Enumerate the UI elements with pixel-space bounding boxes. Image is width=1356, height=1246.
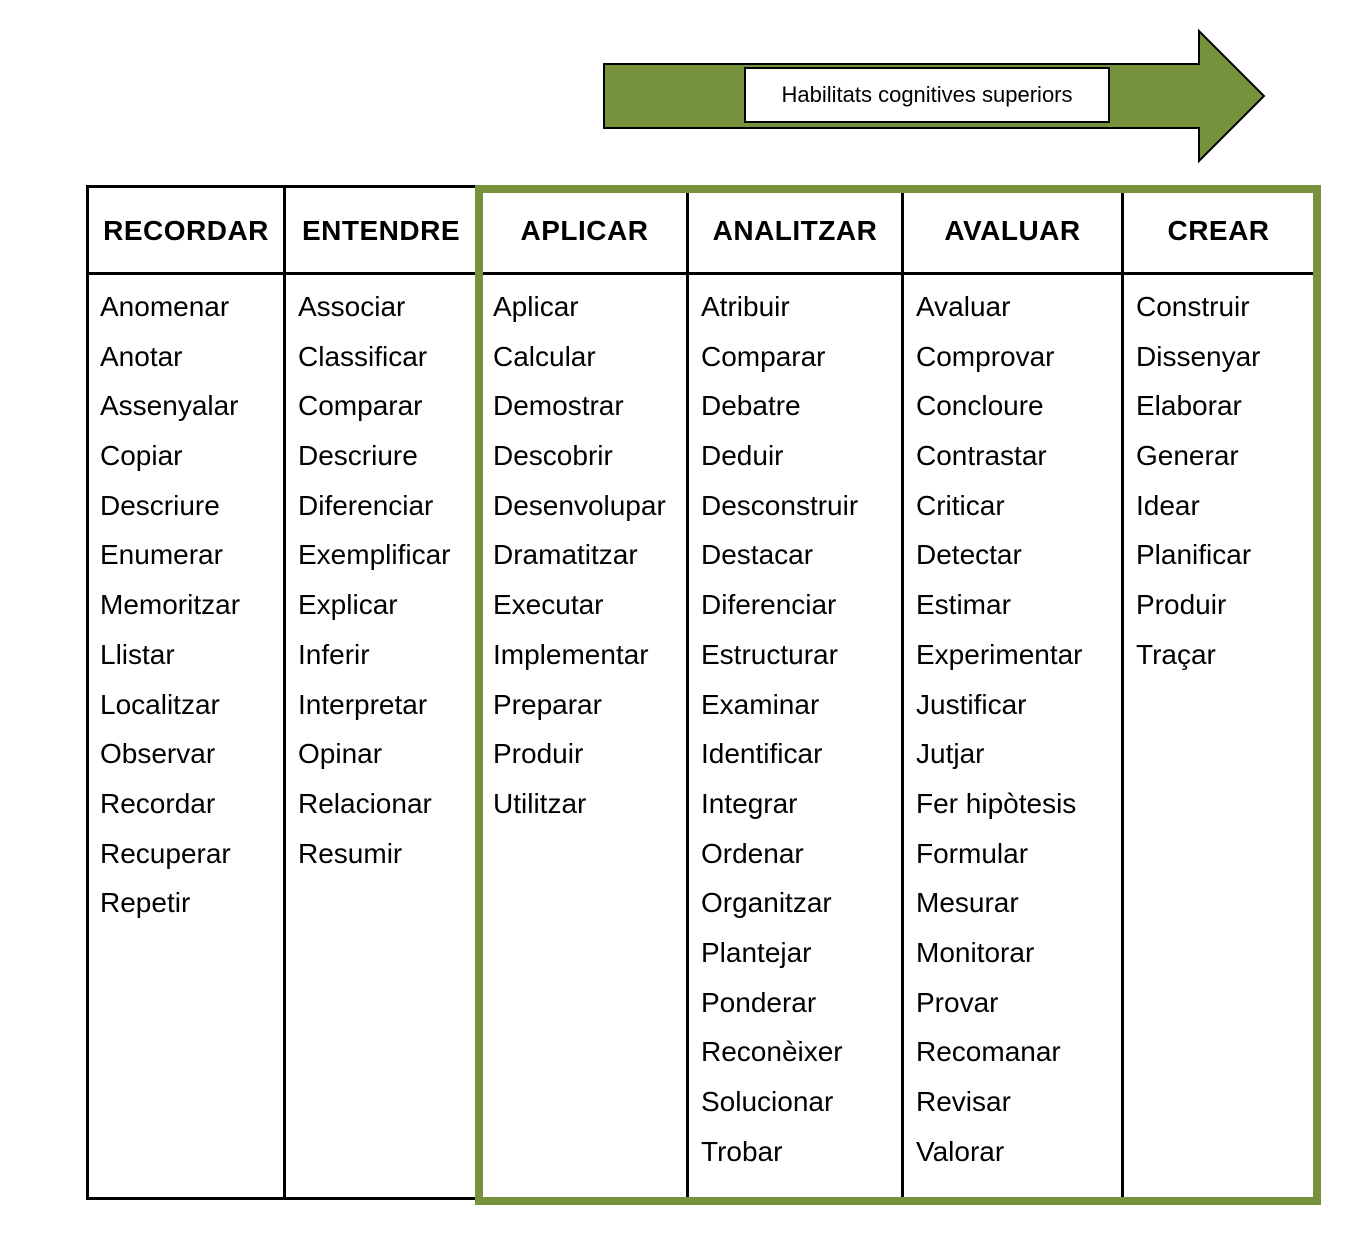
verb-item: Identificar — [701, 738, 823, 770]
verb-item: Destacar — [701, 539, 814, 571]
verb-item: Ponderar — [701, 986, 817, 1018]
verb-item: Descobrir — [493, 440, 613, 472]
verb-item: Comparar — [298, 390, 423, 422]
verb-item: Executar — [493, 589, 604, 621]
verb-item: Demostrar — [493, 390, 624, 422]
verb-item: Elaborar — [1136, 390, 1242, 422]
verb-item: Resumir — [298, 837, 403, 869]
verbs-crear — [1136, 282, 1260, 680]
highlight-border-right — [1313, 185, 1321, 1205]
verb-item: Integrar — [701, 787, 798, 819]
header-entendre: ENTENDRE — [301, 215, 460, 246]
verb-item: Estructurar — [701, 638, 838, 670]
verb-item: Criticar — [916, 489, 1005, 521]
verb-item: Calcular — [493, 340, 596, 372]
verb-item: Preparar — [493, 688, 602, 720]
verb-item: Atribuir — [701, 291, 790, 322]
verb-item: Diferenciar — [298, 489, 434, 521]
verb-item: Diferenciar — [701, 589, 837, 621]
verb-item: Dissenyar — [1136, 340, 1261, 372]
verb-item: Dramatitzar — [493, 539, 638, 571]
table-left-border — [86, 185, 89, 1200]
header-recordar: RECORDAR — [103, 215, 269, 246]
verb-item: Desconstruir — [701, 489, 859, 521]
column-divider — [1121, 193, 1124, 1197]
verb-item: Descriure — [298, 440, 418, 472]
verb-item: Solucionar — [701, 1086, 834, 1117]
verb-item: Llistar — [100, 638, 175, 670]
highlight-border-bottom — [475, 1197, 1321, 1205]
verb-item: Debatre — [701, 390, 801, 422]
verb-item: Monitorar — [916, 936, 1035, 968]
verb-item: Assenyalar — [100, 390, 239, 422]
verb-item: Construir — [1136, 291, 1250, 322]
verbs-recordar — [100, 282, 240, 928]
verb-item: Inferir — [298, 638, 370, 670]
verb-item: Jutjar — [916, 738, 985, 770]
arrow-label: Habilitats cognitives superiors — [744, 67, 1110, 123]
verb-item: Memoritzar — [100, 589, 241, 621]
verb-item: Mesurar — [916, 887, 1019, 919]
verb-item: Opinar — [298, 738, 383, 770]
verbs-aplicar — [493, 282, 666, 829]
verb-item: Justificar — [916, 688, 1027, 720]
verb-item: Anomenar — [100, 291, 230, 322]
column-divider — [901, 193, 904, 1197]
verb-item: Comparar — [701, 340, 826, 372]
verb-item: Comprovar — [916, 340, 1055, 372]
verb-item: Idear — [1136, 489, 1200, 521]
verb-item: Associar — [298, 291, 406, 322]
verb-item: Formular — [916, 837, 1029, 869]
verb-item: Recordar — [100, 787, 216, 819]
verb-item: Traçar — [1136, 638, 1216, 670]
verb-item: Revisar — [916, 1086, 1011, 1117]
verb-item: Exemplificar — [298, 539, 451, 571]
verb-item: Anotar — [100, 340, 183, 372]
verb-item: Reconèixer — [701, 1036, 843, 1068]
verb-item: Copiar — [100, 440, 183, 472]
highlight-border-left — [475, 185, 483, 1205]
verb-item: Recuperar — [100, 837, 231, 869]
verb-item: Plantejar — [701, 936, 812, 968]
verb-item: Organitzar — [701, 887, 832, 919]
verb-item: Contrastar — [916, 440, 1047, 472]
column-divider — [686, 193, 689, 1197]
verb-item: Recomanar — [916, 1036, 1061, 1068]
verb-item: Classificar — [298, 340, 428, 372]
verbs-avaluar — [916, 282, 1083, 1176]
verb-item: Deduir — [701, 440, 784, 472]
verb-item: Produir — [1136, 589, 1227, 621]
verbs-entendre — [298, 282, 450, 878]
verb-item: Planificar — [1136, 539, 1252, 571]
verb-item: Localitzar — [100, 688, 220, 720]
verb-item: Aplicar — [493, 291, 579, 322]
verb-item: Desenvolupar — [493, 489, 666, 521]
verb-item: Explicar — [298, 589, 398, 621]
verb-item: Descriure — [100, 489, 220, 521]
verb-item: Trobar — [701, 1135, 783, 1167]
verb-item: Implementar — [493, 638, 649, 670]
verb-item: Examinar — [701, 688, 820, 720]
header-avaluar: AVALUAR — [944, 215, 1081, 246]
verb-item: Fer hipòtesis — [916, 787, 1077, 819]
verb-item: Enumerar — [100, 539, 223, 571]
header-crear: CREAR — [1167, 215, 1270, 246]
verb-item: Ordenar — [701, 837, 804, 869]
verb-item: Produir — [493, 738, 584, 770]
verb-item: Experimentar — [916, 638, 1083, 670]
header-analitzar: ANALITZAR — [712, 215, 878, 246]
header-aplicar: APLICAR — [520, 215, 649, 246]
verb-item: Utilitzar — [493, 787, 587, 819]
verb-item: Provar — [916, 986, 999, 1018]
verb-item: Concloure — [916, 390, 1044, 422]
verb-item: Valorar — [916, 1135, 1005, 1167]
verbs-analitzar — [701, 282, 858, 1176]
verb-item: Relacionar — [298, 787, 432, 819]
verb-item: Estimar — [916, 589, 1011, 621]
verb-item: Detectar — [916, 539, 1022, 571]
verb-item: Interpretar — [298, 688, 428, 720]
verb-item: Observar — [100, 738, 216, 770]
verb-item: Repetir — [100, 887, 191, 919]
column-divider — [283, 185, 286, 1200]
verb-item: Generar — [1136, 440, 1239, 472]
verb-item: Avaluar — [916, 291, 1011, 322]
